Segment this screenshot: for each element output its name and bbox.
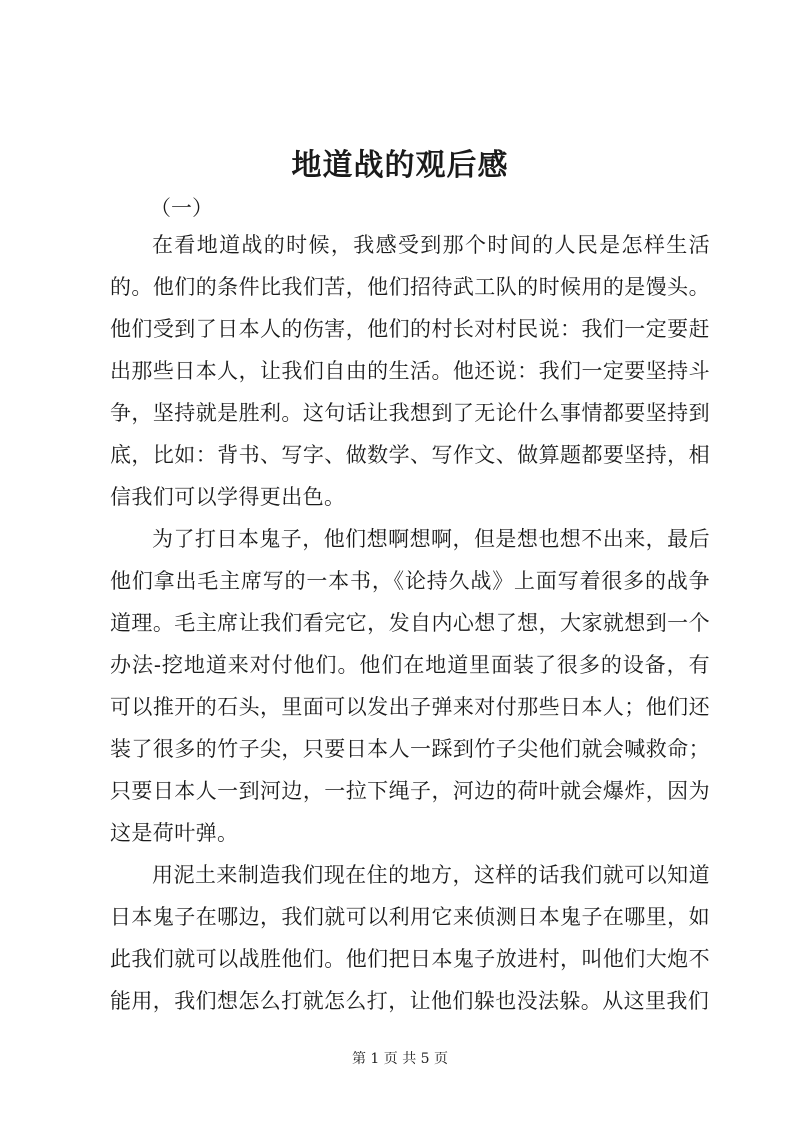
section-marker: （一）	[150, 196, 213, 220]
paragraph: 为了打日本鬼子，他们想啊想啊，但是想也想不出来，最后他们拿出毛主席写的一本书，《论持久战》上面写着很多的战争道理。毛主席让我们看完它，发自内心想了想，大家就想到一个办法-挖地道来对付他们。他们在地道里面装了很多的设备，有可以推开的石头，里面可以发出子弹来对付那些日本人；他们还装了很多的竹子尖，只要日本人一踩到竹子尖他们就会喊救命；只要日本人一到河边，一拉下绳子，河边的荷叶就会爆炸，因为这是荷叶弹。	[110, 527, 710, 845]
document-body	[110, 224, 710, 1022]
paragraph: 用泥土来制造我们现在住的地方，这样的话我们就可以知道日本鬼子在哪边，我们就可以利用它来侦测日本鬼子在哪里，如此我们就可以战胜他们。他们把日本鬼子放进村，叫他们大炮不能用，我们想怎么打就怎么打，让他们躲也没法躲。从这里我们	[110, 863, 710, 1013]
paragraph: 在看地道战的时候，我感受到那个时间的人民是怎样生活的。他们的条件比我们苦，他们招待武工队的时候用的是馒头。他们受到了日本人的伤害，他们的村长对村民说：我们一定要赶出那些日本人，让我们自由的生活。他还说：我们一定要坚持斗争，坚持就是胜利。这句话让我想到了无论什么事情都要坚持到底，比如：背书、写字、做数学、写作文、做算题都要坚持，相信我们可以学得更出色。	[110, 233, 710, 509]
page-footer: 第 1 页 共 5 页	[351, 1051, 449, 1067]
document-title: 地道战的观后感	[291, 148, 509, 183]
